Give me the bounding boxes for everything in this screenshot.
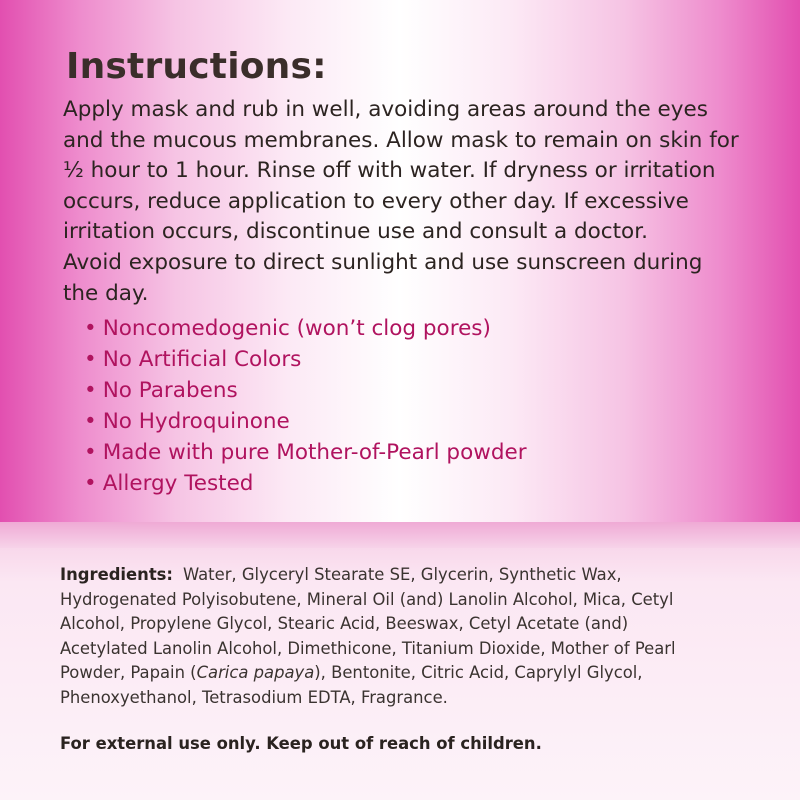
- feature-item: [84, 344, 527, 375]
- ingredients-list-part-2: ), Bentonite, Citric Acid, Caprylyl Glycol, Phenoxyethanol, Tetrasodium EDTA, Fragrance.: [60, 663, 643, 707]
- bullet-icon: •: [84, 440, 97, 465]
- bullet-icon: •: [84, 347, 97, 372]
- feature-label: No Hydroquinone: [102, 409, 290, 434]
- feature-label: Made with pure Mother-of-Pearl powder: [102, 440, 527, 465]
- bullet-icon: •: [84, 471, 97, 496]
- feature-label: Noncomedogenic (won’t clog pores): [102, 316, 491, 341]
- bullet-icon: •: [84, 409, 97, 434]
- ingredients-label: Ingredients:: [60, 565, 173, 584]
- ingredients-list-part-1: Water, Glyceryl Stearate SE, Glycerin, Synthetic Wax, Hydrogenated Polyisobutene, Mineral Oil (and) Lanolin Alcohol, Mica, Cetyl Alcohol, Propylene Glycol, Stearic Acid, Beeswax, Cetyl Acetate (and) Acetylated Lanolin Alcohol, Dimethicone, Titanium Dioxide, Mother of Pearl Powder, Papain (: [60, 565, 676, 682]
- bullet-icon: •: [84, 378, 97, 403]
- feature-item: [84, 437, 527, 468]
- feature-label: No Parabens: [102, 378, 238, 403]
- instructions-text: Apply mask and rub in well, avoiding areas around the eyes and the mucous membranes. Allow mask to remain on skin for ½ hour to 1 hour. Rinse off with water. If dryness or irritation occurs, reduce application to every other day. If excessive irritation occurs, discontinue use and consult a doctor. Avoid exposure to direct sunlight and use sunscreen during the day.: [63, 97, 739, 306]
- ingredients-text: [60, 563, 760, 710]
- usage-warning: For external use only. Keep out of reach of children.: [60, 734, 542, 753]
- feature-item: [84, 375, 527, 406]
- feature-item: [84, 313, 527, 344]
- ingredients-latin-name: Carica papaya: [196, 663, 315, 682]
- feature-item: [84, 406, 527, 437]
- features-list: [84, 313, 527, 499]
- instructions-heading: Instructions:: [66, 46, 327, 87]
- bullet-icon: •: [84, 316, 97, 341]
- feature-label: Allergy Tested: [102, 471, 254, 496]
- feature-label: No Artificial Colors: [102, 347, 302, 372]
- panel-divider: [0, 522, 800, 548]
- feature-item: [84, 468, 527, 499]
